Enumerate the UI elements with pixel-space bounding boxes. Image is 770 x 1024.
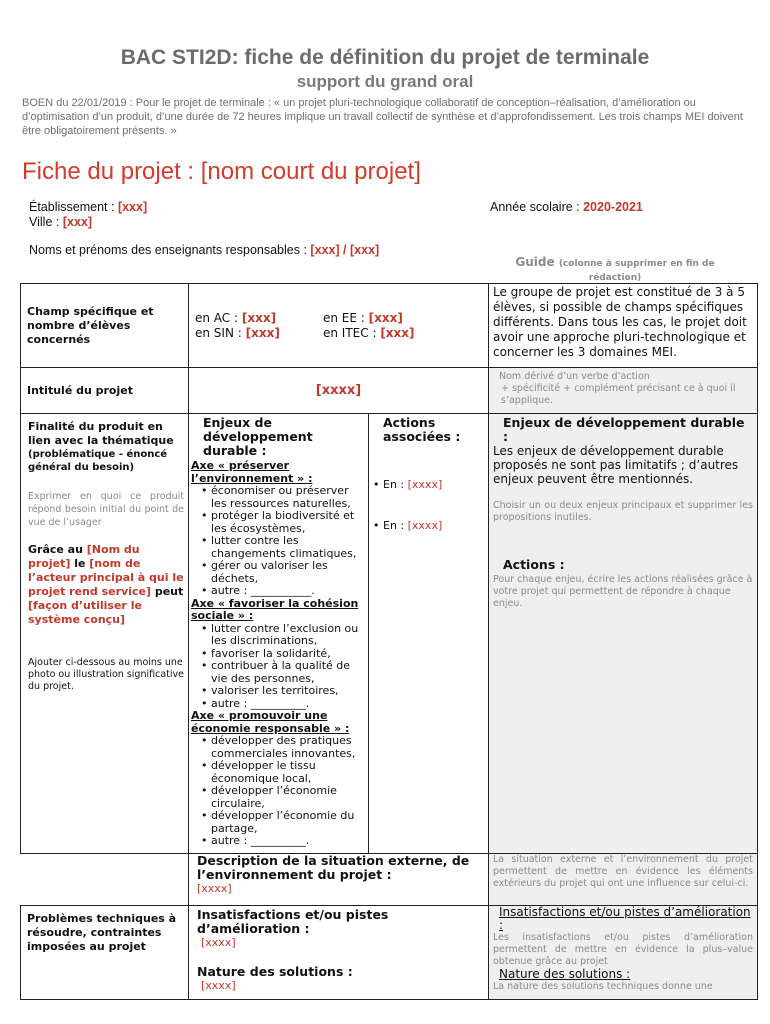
axe-economie-list xyxy=(191,735,366,848)
guide-enjeux-cell xyxy=(489,414,758,854)
ac-label: en AC : xyxy=(195,310,242,325)
enjeu-item: • autre : __________. xyxy=(211,835,366,848)
guide-insat-text: Les insatisfactions et/ou pistes d’amélioration permettent de mettre en évidence la plus–value obtenue grâce au projet xyxy=(493,932,753,967)
action-label-1: En : xyxy=(383,478,408,491)
guide-actions-title: Actions : xyxy=(503,557,565,572)
guide-problemes xyxy=(489,906,758,1000)
finalite-cell xyxy=(21,414,189,854)
annee-label: Année scolaire : xyxy=(490,200,584,214)
grace-part3: peut xyxy=(150,585,184,598)
page-subtitle: support du grand oral xyxy=(296,72,474,91)
enjeu-item: • protéger la biodiversité et les écosystèmes, xyxy=(211,510,366,535)
enseignants-line xyxy=(29,243,379,257)
fiche-prefix: Fiche du projet : xyxy=(22,158,201,185)
axe-cohesion: Axe « favoriser la cohésion sociale » : xyxy=(191,596,359,622)
enjeu-item: • développer le tissu économique local, xyxy=(211,760,366,785)
itec-line xyxy=(323,326,415,341)
empty-cell xyxy=(21,854,189,906)
enjeu-item: • favoriser la solidarité, xyxy=(211,648,366,661)
label-intitule: Intitulé du projet xyxy=(21,368,189,414)
enseignants-value[interactable]: [xxx] / [xxx] xyxy=(310,243,380,257)
action-item-1: • En : [xxxx] xyxy=(373,478,443,491)
champ-values xyxy=(189,284,489,368)
guide-note: (colonne à supprimer en fin de rédaction) xyxy=(558,259,715,283)
guide-intitule-line2: + spécificité + complément précisant ce à quoi il s’applique. xyxy=(501,383,736,406)
guide-actions-hint: Pour chaque enjeu, écrire les actions réalisées grâce à votre projet qui permettent de répondre à chaque enjeu. xyxy=(493,574,753,609)
enjeu-item: • gérer ou valoriser les déchets, xyxy=(211,560,366,585)
ee-value[interactable]: [xxx] xyxy=(368,310,403,325)
photo-instruction: Ajouter ci-dessous au moins une photo ou illustration significative du projet. xyxy=(28,657,184,692)
grace-usage[interactable]: [façon d’utiliser le système conçu] xyxy=(28,599,142,626)
enjeu-item: • économiser ou préserver les ressources naturelles, xyxy=(211,485,366,510)
grace-part2: le xyxy=(70,557,90,570)
guide-title: Guide xyxy=(515,255,555,269)
sin-line xyxy=(195,326,323,341)
annee-line xyxy=(490,200,643,214)
ac-value[interactable]: [xxx] xyxy=(241,310,277,325)
label-champ: Champ spécifique et nombre d’élèves concernés xyxy=(21,284,189,368)
guide-intitule xyxy=(489,368,758,414)
guide-nature-text: La nature des solutions techniques donne une xyxy=(493,981,713,992)
guide-column-title xyxy=(492,256,738,284)
intitule-value[interactable]: [xxxx] xyxy=(189,368,489,414)
itec-label: en ITEC : xyxy=(323,325,381,340)
etablissement-line xyxy=(29,200,147,214)
problemes-cell xyxy=(189,906,489,1000)
nature-value[interactable]: [xxxx] xyxy=(201,979,236,992)
insatisfactions-title: Insatisfactions et/ou pistes d’amélioration : xyxy=(197,907,389,936)
situation-cell xyxy=(189,854,489,906)
label-problemes: Problèmes techniques à résoudre, contraintes imposées au projet xyxy=(21,906,189,1000)
actions-title: Actions associées : xyxy=(383,415,461,444)
grace-project-name[interactable]: [Nom du projet] xyxy=(28,543,140,570)
ville-label: Ville : xyxy=(29,215,63,229)
fiche-project-name: [nom court du projet] xyxy=(200,158,421,185)
guide-nature-title: Nature des solutions : xyxy=(499,967,631,981)
boen-quote: BOEN du 22/01/2019 : Pour le projet de terminale : « un projet pluri-technologique collaboratif de conception–réalisation, d’amélioration ou d’optimisation d’un produit, d’une durée de 72 heures implique un travail collectif de synthèse et d’approfondissement. Les trois champs MEI doivent être obligatoirement présents. » xyxy=(22,97,743,137)
enjeu-item: • valoriser les territoires, xyxy=(211,685,366,698)
etablissement-value[interactable]: [xxx] xyxy=(117,200,148,214)
finalite-hint: Exprimer en quoi ce produit répond besoin initial du point de vue de l’usager xyxy=(28,491,184,528)
enjeu-item: • lutter contre les changements climatiques, xyxy=(211,535,366,560)
enseignants-label: Noms et prénoms des enseignants responsables : xyxy=(29,243,311,257)
action-label-2: En : xyxy=(383,519,408,532)
guide-enjeux-text: Les enjeux de développement durable proposés ne sont pas limitatifs ; d’autres enjeux peuvent être mentionnés. xyxy=(493,444,739,486)
enjeu-item: • contribuer à la qualité de vie des personnes, xyxy=(211,660,366,685)
ac-line xyxy=(195,311,323,326)
annee-value[interactable]: 2020-2021 xyxy=(583,200,643,214)
enjeu-item: • développer l’économie du partage, xyxy=(211,810,366,835)
enjeux-cell xyxy=(189,414,369,854)
ville-line xyxy=(29,215,92,229)
enjeu-item: • développer l’économie circulaire, xyxy=(211,785,366,810)
ville-value[interactable]: [xxx] xyxy=(62,215,93,229)
axe-environnement-list xyxy=(191,485,366,598)
enjeu-item: • autre : __________. xyxy=(211,698,366,711)
enjeu-item: • développer des pratiques commerciales innovantes, xyxy=(211,735,366,760)
etablissement-label: Établissement : xyxy=(29,200,118,214)
grace-actor[interactable]: [nom de l’acteur principal à qui le projet rend service] xyxy=(28,557,184,598)
ee-line xyxy=(323,311,415,326)
guide-intitule-line1: Nom dérivé d’un verbe d’action xyxy=(499,371,650,382)
page-title: BAC STI2D: fiche de définition du projet de terminale xyxy=(120,46,650,69)
action-value-2[interactable]: [xxxx] xyxy=(407,519,443,532)
guide-situation xyxy=(489,854,758,906)
enjeu-item: • autre : ___________. xyxy=(211,585,366,598)
ee-label: en EE : xyxy=(323,310,369,325)
axe-environnement: Axe « préserver l’environnement » : xyxy=(191,459,313,485)
axe-cohesion-list xyxy=(191,623,366,711)
fiche-heading xyxy=(22,158,421,186)
guide-insat-title: Insatisfactions et/ou pistes d’amélioration : xyxy=(499,905,751,932)
nature-title: Nature des solutions : xyxy=(197,964,353,979)
situation-value[interactable]: [xxxx] xyxy=(197,882,232,895)
insatisfactions-value[interactable]: [xxxx] xyxy=(201,936,236,949)
enjeu-item: • lutter contre l’exclusion ou les discriminations, xyxy=(211,623,366,648)
guide-enjeux-title: Enjeux de développement durable : xyxy=(503,415,745,444)
actions-cell xyxy=(369,414,489,854)
action-item-2: • En : [xxxx] xyxy=(373,519,443,532)
axe-economie: Axe « promouvoir une économie responsable » : xyxy=(191,709,350,735)
guide-champ: Le groupe de projet est constitué de 3 à 5 élèves, si possible de champs spécifiques différents. Dans tous les cas, le projet doit avoir une approche pluri-technologique et concerner les 3 domaines MEI. xyxy=(489,284,758,368)
finalite-label: Finalité du produit en lien avec la thématique xyxy=(28,420,174,447)
action-value-1[interactable]: [xxxx] xyxy=(407,478,443,491)
grace-part1: Grâce au xyxy=(28,543,87,556)
itec-value[interactable]: [xxx] xyxy=(380,325,415,340)
situation-title: Description de la situation externe, de l’environnement du projet : xyxy=(197,853,470,882)
guide-enjeux-hint: Choisir un ou deux enjeux principaux et supprimer les propositions inutiles. xyxy=(493,500,753,523)
sin-label: en SIN : xyxy=(195,325,246,340)
enjeux-title: Enjeux de développement durable : xyxy=(203,415,313,458)
project-table xyxy=(20,283,758,1000)
sin-value[interactable]: [xxx] xyxy=(245,325,280,340)
grace-sentence xyxy=(28,543,184,627)
guide-situation-text: La situation externe et l’environnement du projet permettent de mettre en évidence les éléments extérieurs du projet qui ont une influence sur celui-ci. xyxy=(493,854,753,889)
finalite-sublabel: (problématique - énoncé général du besoin) xyxy=(28,449,168,473)
